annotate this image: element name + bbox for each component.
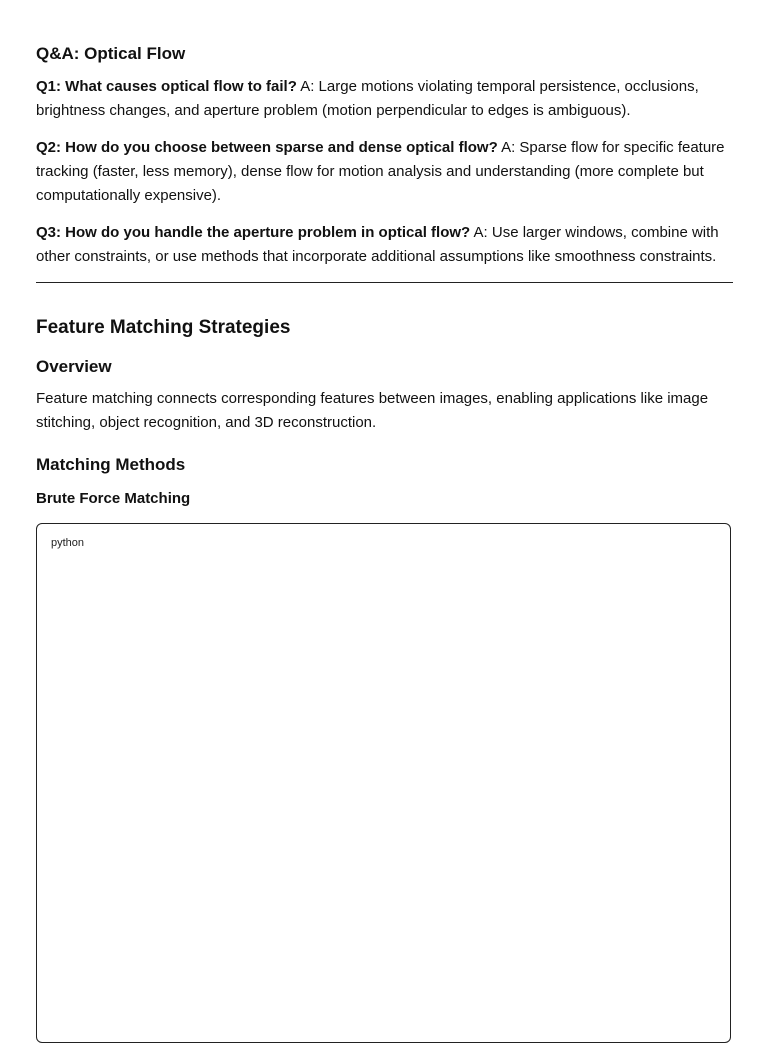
qa-item-1 xyxy=(36,75,733,123)
section-title: Feature Matching Strategies xyxy=(36,317,291,338)
code-language-label: python xyxy=(51,537,85,549)
qa-answer-1: A: Large motions violating temporal persistence, occlusions, brightness changes, and aperture problem (motion perpendicular to edges is ambiguous). xyxy=(36,78,699,119)
qa-question-2: Q2: How do you choose between sparse and dense optical flow? xyxy=(36,139,498,156)
code-block[interactable] xyxy=(36,523,731,1043)
brute-force-heading: Brute Force Matching xyxy=(36,490,191,507)
matching-methods-heading: Matching Methods xyxy=(36,455,186,474)
qa-answer-3: A: Use larger windows, combine with other constraints, or use methods that incorporate additional assumptions like smoothness constraints. xyxy=(36,224,719,265)
qa-item-2 xyxy=(36,136,733,208)
qa-answer-2: A: Sparse flow for specific feature tracking (faster, less memory), dense flow for motion analysis and understanding (more complete but computationally expensive). xyxy=(36,139,725,204)
qa-question-1: Q1: What causes optical flow to fail? xyxy=(36,78,297,95)
qa-item-3 xyxy=(36,221,733,269)
qa-heading: Q&A: Optical Flow xyxy=(36,44,186,63)
section-divider xyxy=(36,282,733,283)
overview-heading: Overview xyxy=(36,357,112,376)
qa-question-3: Q3: How do you handle the aperture problem in optical flow? xyxy=(36,224,471,241)
overview-paragraph: Feature matching connects corresponding features between images, enabling applications like image stitching, object recognition, and 3D reconstruction. xyxy=(36,390,709,431)
